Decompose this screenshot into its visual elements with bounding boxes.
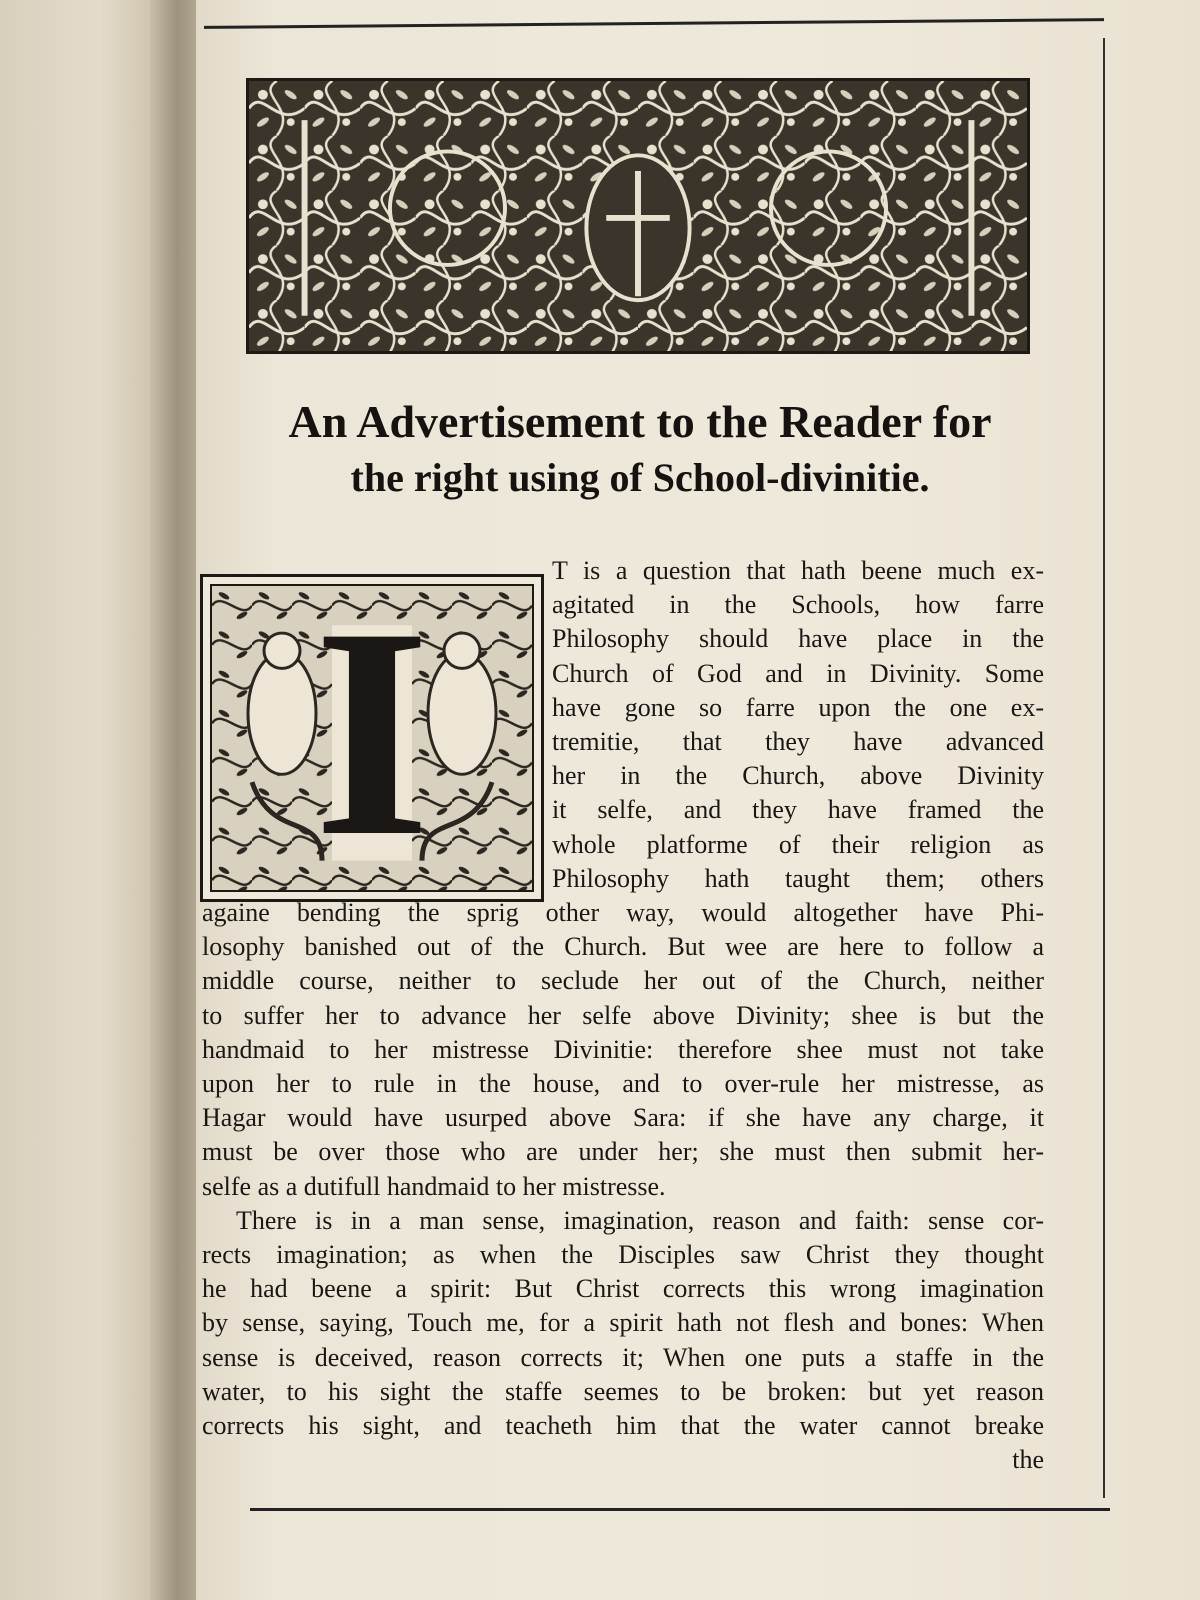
initial-frame xyxy=(210,584,534,892)
text-line: by sense, saying, Touch me, for a spirit hath not flesh and bones: When xyxy=(202,1308,1044,1338)
text-line: againe bending the sprig other way, would altogether have Phi- xyxy=(202,898,1044,927)
text-line: T is a question that hath beene much ex- xyxy=(552,556,1044,585)
heading-line-1: An Advertisement to the Reader for xyxy=(288,396,992,447)
text-line: Philosophy should have place in the xyxy=(552,624,1044,654)
bottom-rule xyxy=(250,1508,1110,1511)
text-line: There is in a man sense, imagination, reason and faith: sense cor- xyxy=(236,1205,1044,1235)
text-line: corrects his sight, and teacheth him that the water cannot breake xyxy=(202,1411,1044,1440)
initial-letter: I xyxy=(313,584,431,892)
page-heading xyxy=(200,396,1080,500)
text-line: rects imagination; as when the Disciples saw Christ they thought xyxy=(202,1240,1044,1269)
text-line: selfe as a dutifull handmaid to her mistresse. xyxy=(202,1171,666,1201)
text-line: Church of God and in Divinity. Some xyxy=(552,658,1044,688)
text-line: sense is deceived, reason corrects it; When one puts a staffe in the xyxy=(202,1342,1044,1372)
text-line: water, to his sight the staffe seemes to be broken: but yet reason xyxy=(202,1376,1044,1406)
text-line: the xyxy=(1012,1445,1044,1475)
text-line: her in the Church, above Divinity xyxy=(552,761,1044,791)
text-line: losophy banished out of the Church. But wee are here to follow a xyxy=(202,932,1044,962)
headpiece-foliage-pattern xyxy=(249,81,1027,351)
decorated-initial xyxy=(200,574,544,902)
text-line: middle course, neither to seclude her out of the Church, neither xyxy=(202,966,1044,996)
text-line: must be over those who are under her; she must then submit her- xyxy=(202,1137,1044,1167)
text-line: to suffer her to advance her selfe above Divinity; shee is but the xyxy=(202,1000,1044,1030)
heading-line-2: the right using of School-divinitie. xyxy=(350,454,930,500)
text-line: handmaid to her mistresse Divinitie: therefore shee must not take xyxy=(202,1034,1044,1064)
text-line: tremitie, that they have advanced xyxy=(552,727,1044,756)
text-line: whole platforme of their religion as xyxy=(552,829,1044,859)
text-line: upon her to rule in the house, and to over-rule her mistresse, as xyxy=(202,1069,1044,1098)
text-line: Philosophy hath taught them; others xyxy=(552,863,1044,893)
right-rule xyxy=(1103,38,1105,1498)
text-line: agitated in the Schools, how farre xyxy=(552,590,1044,620)
text-line: have gone so farre upon the one ex- xyxy=(552,692,1044,722)
text-line: he had beene a spirit: But Christ corrects this wrong imagination xyxy=(202,1274,1044,1304)
text-line: Hagar would have usurped above Sara: if she have any charge, it xyxy=(202,1103,1044,1133)
woodcut-headpiece xyxy=(246,78,1030,354)
text-line: it selfe, and they have framed the xyxy=(552,795,1044,825)
